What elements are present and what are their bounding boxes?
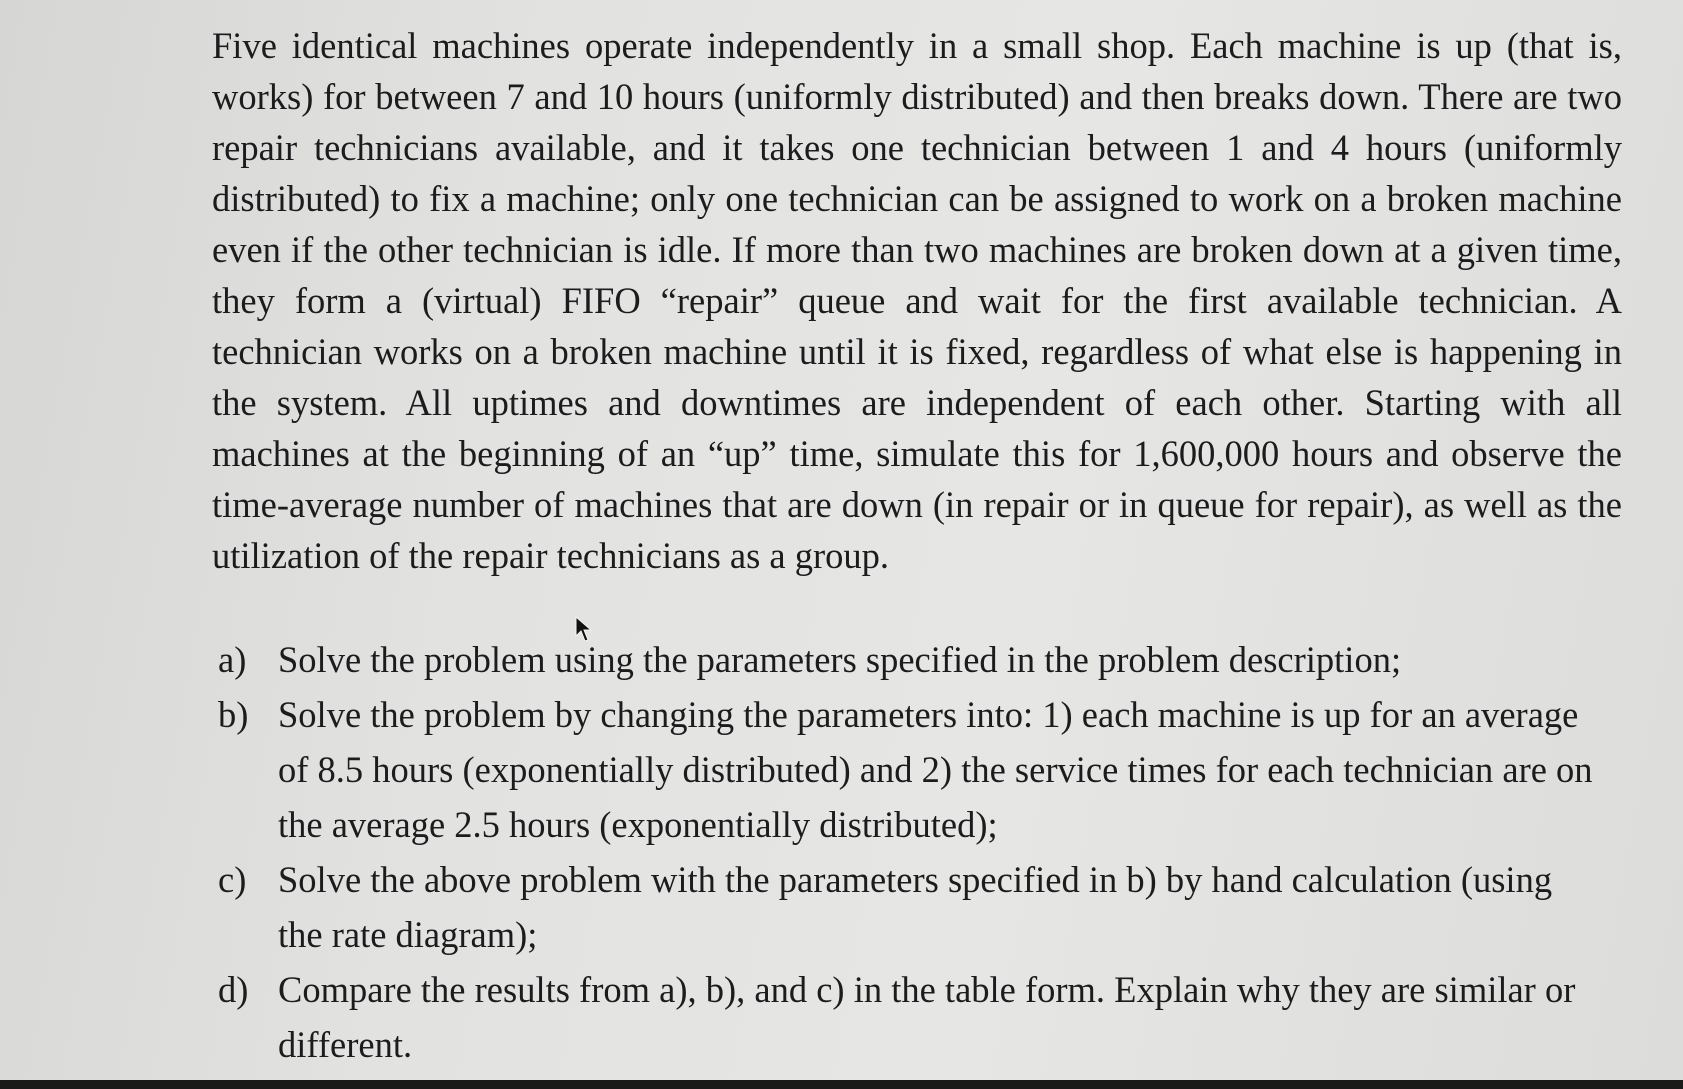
part-text: Solve the problem by changing the parameters into: 1) each machine is up for an average of 8.5 hours (exponentially distributed) and 2) the service times for each technician are on the average 2.5 hours (exponentially distributed);	[278, 694, 1593, 845]
question-parts-list	[218, 632, 1598, 1072]
part-b	[218, 687, 1598, 852]
part-c	[218, 852, 1598, 962]
part-text: Compare the results from a), b), and c) in the table form. Explain why they are similar or different.	[278, 969, 1576, 1065]
part-label: b)	[218, 694, 249, 735]
part-a	[218, 632, 1598, 687]
part-d	[218, 962, 1598, 1072]
part-text: Solve the problem using the parameters specified in the problem description;	[278, 639, 1402, 680]
part-label: a)	[218, 639, 247, 680]
problem-statement: Five identical machines operate independently in a small shop. Each machine is up (that is, works) for between 7 and 10 hours (uniformly distributed) and then breaks down. There are two repair technicians available, and it takes one technician between 1 and 4 hours (uniformly distributed) to fix a machine; only one technician can be assigned to work on a broken machine even if the other technician is idle. If more than two machines are broken down at a given time, they form a (virtual) FIFO “repair” queue and wait for the first available technician. A technician works on a broken machine until it is fixed, regardless of what else is happening in the system. All uptimes and downtimes are independent of each other. Starting with all machines at the beginning of an “up” time, simulate this for 1,600,000 hours and observe the time-average number of machines that are down (in repair or in queue for repair), as well as the utilization of the repair technicians as a group.	[212, 25, 1622, 576]
part-label: d)	[218, 969, 249, 1010]
part-text: Solve the above problem with the parameters specified in b) by hand calculation (using the rate diagram);	[278, 859, 1553, 955]
part-label: c)	[218, 859, 247, 900]
mouse-pointer-icon	[574, 616, 596, 644]
bottom-edge	[0, 1080, 1683, 1089]
